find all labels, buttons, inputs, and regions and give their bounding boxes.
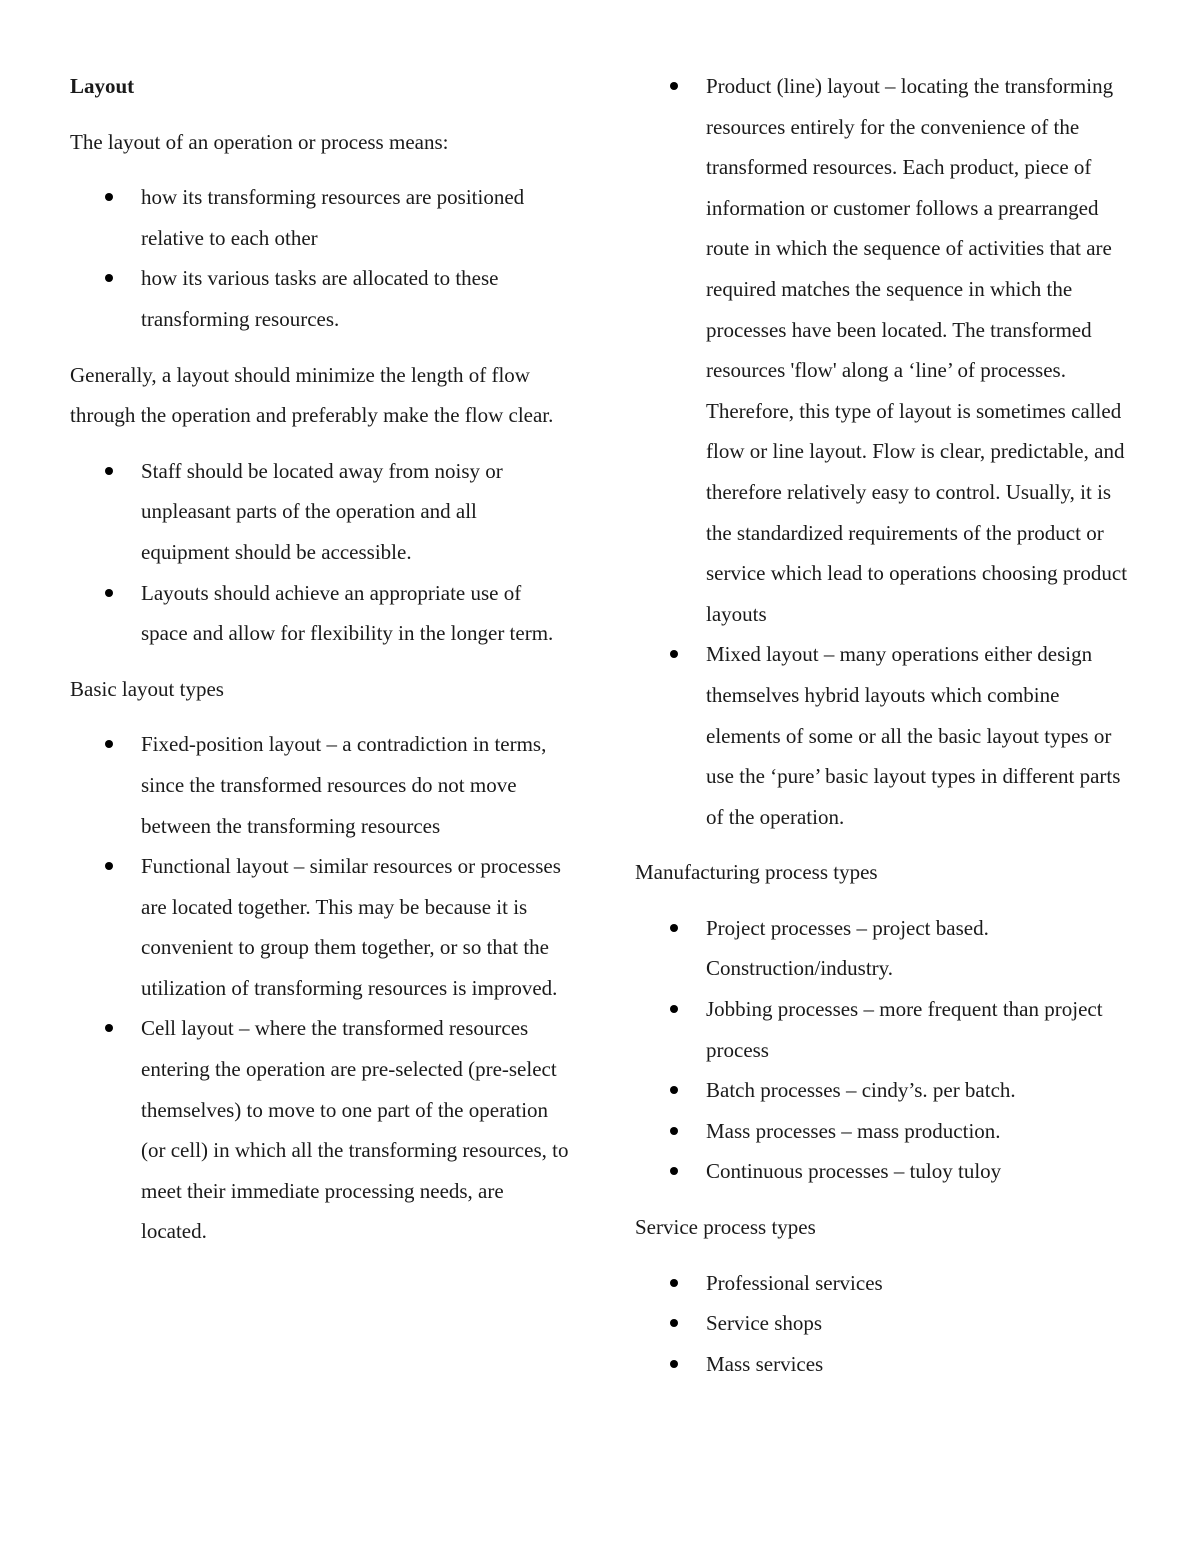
- left-column: [70, 66, 570, 1252]
- general-paragraph: Generally, a layout should minimize the length of flow through the operation and preferably make the flow clear.: [70, 362, 554, 428]
- list-item: Mixed layout – many operations either design themselves hybrid layouts which combine elements of some or all the basic layout types or use the ‘pure’ basic layout types in different parts of the operation.: [635, 634, 1135, 837]
- list-item: Fixed-position layout – a contradiction in terms, since the transformed resources do not move between the transforming resources: [70, 724, 570, 846]
- basic-layout-list: [70, 724, 570, 1252]
- list-item: Functional layout – similar resources or processes are located together. This may be because it is convenient to group them together, or so that the utilization of transforming resources is improved.: [70, 846, 570, 1008]
- intro-paragraph: The layout of an operation or process means:: [70, 129, 449, 154]
- service-heading: Service process types: [635, 1215, 816, 1240]
- bullet-icon: [105, 467, 113, 475]
- service-list: [635, 1263, 1135, 1385]
- list-item: how its various tasks are allocated to these transforming resources.: [70, 258, 570, 339]
- list-item: Staff should be located away from noisy or unpleasant parts of the operation and all equipment should be accessible.: [70, 451, 570, 573]
- bullet-icon: [670, 650, 678, 658]
- list-item: Service shops: [635, 1303, 1135, 1344]
- bullet-icon: [670, 1005, 678, 1013]
- intro-list: [70, 177, 570, 339]
- basic-layout-heading: Basic layout types: [70, 676, 224, 701]
- manufacturing-heading: Manufacturing process types: [635, 860, 878, 885]
- page-title: Layout: [70, 74, 135, 98]
- list-item: Product (line) layout – locating the transforming resources entirely for the convenience of the transformed resources. Each product, piece of information or customer follows a prearranged route in which the sequence of activities that are required matches the sequence in which the processes have been located. The transformed resources 'flow' along a ‘line’ of processes. Therefore, this type of layout is sometimes called flow or line layout. Flow is clear, predictable, and therefore relatively easy to control. Usually, it is the standardized requirements of the product or service which lead to operations choosing product layouts: [635, 66, 1135, 634]
- bullet-icon: [105, 740, 113, 748]
- list-item: Layouts should achieve an appropriate use of space and allow for flexibility in the longer term.: [70, 573, 570, 654]
- list-item: Batch processes – cindy’s. per batch.: [635, 1070, 1135, 1111]
- list-item: Jobbing processes – more frequent than project process: [635, 989, 1135, 1070]
- list-item: how its transforming resources are positioned relative to each other: [70, 177, 570, 258]
- manufacturing-list: [635, 908, 1135, 1192]
- layout-types-list: [635, 66, 1135, 837]
- right-column: [635, 66, 1135, 1384]
- bullet-icon: [670, 82, 678, 90]
- bullet-icon: [105, 1024, 113, 1032]
- list-item: Continuous processes – tuloy tuloy: [635, 1151, 1135, 1192]
- list-item: Mass services: [635, 1344, 1135, 1385]
- bullet-icon: [670, 1360, 678, 1368]
- bullet-icon: [670, 1167, 678, 1175]
- bullet-icon: [670, 1086, 678, 1094]
- bullet-icon: [670, 1279, 678, 1287]
- bullet-icon: [670, 924, 678, 932]
- bullet-icon: [105, 193, 113, 201]
- list-item: Project processes – project based. Construction/industry.: [635, 908, 1135, 989]
- list-item: Professional services: [635, 1263, 1135, 1304]
- list-item: Cell layout – where the transformed resources entering the operation are pre-selected (pre-select themselves) to move to one part of the operation (or cell) in which all the transforming resources, to meet their immediate processing needs, are located.: [70, 1008, 570, 1252]
- bullet-icon: [670, 1127, 678, 1135]
- list-item: Mass processes – mass production.: [635, 1111, 1135, 1152]
- bullet-icon: [105, 862, 113, 870]
- bullet-icon: [105, 589, 113, 597]
- bullet-icon: [105, 274, 113, 282]
- general-list: [70, 451, 570, 654]
- bullet-icon: [670, 1319, 678, 1327]
